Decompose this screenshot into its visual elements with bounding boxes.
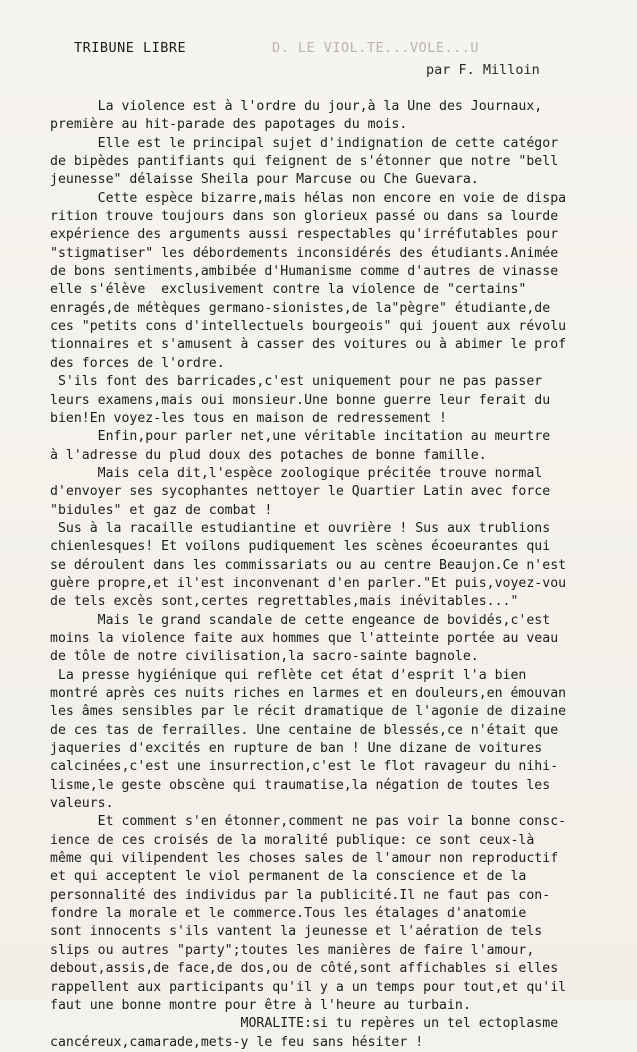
- text-line: rappellent aux participants qu'il y a un temps pour tout,et qu'il: [50, 979, 567, 995]
- text-line: de bons sentiments,ambibée d'Humanisme comme d'autres de vinasse: [50, 264, 559, 280]
- text-line: ience de ces croisés de la moralité publique: ce sont ceux-là: [50, 832, 535, 848]
- text-line: calcinées,c'est une insurrection,c'est le flot ravageur du nihi-: [50, 759, 559, 775]
- text-line: de tels excès sont,certes regrettables,mais inévitables...": [50, 594, 519, 610]
- text-line: enragés,de métèques germano-sionistes,de la"pègre" étudiante,de: [50, 300, 551, 316]
- text-line: expérience des arguments aussi respectables qu'irréfutables pour: [50, 227, 559, 243]
- text-line: valeurs.: [50, 796, 114, 812]
- text-line: cancéreux,camarade,mets-y le feu sans hésiter !: [50, 1034, 424, 1050]
- text-line: bien!En voyez-les tous en maison de redressement !: [50, 410, 447, 426]
- text-line: Et comment s'en étonner,comment ne pas voir la bonne consc-: [50, 814, 567, 830]
- text-line: S'ils font des barricades,c'est uniquement pour ne pas passer: [50, 374, 543, 390]
- text-line: et qui acceptent le viol permanent de la conscience et de la: [50, 869, 527, 885]
- text-line: faut une bonne montre pour être à l'heure au turbain.: [50, 997, 471, 1013]
- text-line: debout,assis,de face,de dos,ou de côté,sont affichables si elles: [50, 961, 559, 977]
- text-line: Sus à la racaille estudiantine et ouvrière ! Sus aux trublions: [50, 520, 551, 536]
- text-line: leurs examens,mais oui monsieur.Une bonne guerre leur ferait du: [50, 392, 551, 408]
- text-line: personnalité des individus par la publicité.Il ne faut pas con-: [50, 887, 551, 903]
- text-line: Enfin,pour parler net,une véritable incitation au meurtre: [50, 429, 551, 445]
- text-line: sont innocents s'ils vantent la jeunesse et l'aération de tels: [50, 924, 543, 940]
- text-line: guère propre,et il'est inconvenant d'en parler."Et puis,voyez-vou: [50, 575, 567, 591]
- text-line: elle s'élève exclusivement contre la violence de "certains": [50, 282, 527, 298]
- text-line: même qui vilipendent les choses sales de l'amour non reproductif: [50, 851, 559, 867]
- text-line: slips ou autres "party";toutes les manières de faire l'amour,: [50, 942, 535, 958]
- text-line: de bipèdes pantifiants qui feignent de s'étonner que notre "bell: [50, 154, 559, 170]
- text-line: Elle est le principal sujet d'indignation de cette catégor: [50, 135, 559, 151]
- text-line: "bidules" et gaz de combat !: [50, 502, 273, 518]
- text-line: jaqueries d'excités en rupture de ban ! Une dizane de voitures: [50, 741, 543, 757]
- text-line: ces "petits cons d'intellectuels bourgeois" qui jouent aux révolu: [50, 319, 567, 335]
- faded-title: D. LE VIOL.TE...VOLE...U: [272, 40, 480, 56]
- text-line: Mais le grand scandale de cette engeance de bovidés,c'est: [50, 612, 551, 628]
- text-line: chienlesques! Et voilons pudiquement les scènes écoeurantes qui: [50, 539, 551, 555]
- text-line: à l'adresse du plud doux des potaches de bonne famille.: [50, 447, 487, 463]
- text-line: d'envoyer ses sycophantes nettoyer le Quartier Latin avec force: [50, 484, 551, 500]
- text-line: de tôle de notre civilisation,la sacro-sainte bagnole.: [50, 649, 479, 665]
- text-line: première au hit-parade des papotages du mois.: [50, 117, 408, 133]
- text-line: MORALITE:si tu repères un tel ectoplasme: [50, 1016, 559, 1032]
- text-line: La violence est à l'ordre du jour,à la Une des Journaux,: [50, 99, 543, 114]
- section-heading: TRIBUNE LIBRE: [74, 40, 187, 56]
- text-line: montré après ces nuits riches en larmes et en douleurs,en émouvan: [50, 686, 567, 701]
- text-line: moins la violence faite aux hommes que l'atteinte portée au veau: [50, 630, 559, 646]
- text-line: de ces tas de ferrailles. Une centaine de blessés,ce n'était que: [50, 722, 559, 738]
- text-line: jeunesse" délaisse Sheila pour Marcuse ou Che Guevara.: [50, 172, 479, 188]
- text-line: tionnaires et s'amusent à casser des voitures ou à abimer le prof: [50, 337, 567, 353]
- text-line: lisme,le geste obscène qui traumatise,la négation de toutes les: [50, 777, 551, 793]
- author-byline: par F. Milloin: [426, 62, 540, 78]
- text-line: se déroulent dans les commissariats ou au centre Beaujon.Ce n'est: [50, 557, 567, 573]
- text-line: "stigmatiser" les débordements inconsidérés des étudiants.Animée: [50, 245, 559, 261]
- article-body: [50, 98, 637, 1052]
- text-line: La presse hygiénique qui reflète cet état d'esprit l'a bien: [50, 667, 527, 683]
- text-line: Cette espèce bizarre,mais hélas non encore en voie de dispa: [50, 190, 567, 206]
- text-line: rition trouve toujours dans son glorieux passé ou dans sa lourde: [50, 209, 559, 225]
- text-line: des forces de l'ordre.: [50, 355, 225, 371]
- text-line: fondre la morale et le commerce.Tous les étalages d'anatomie: [50, 906, 527, 922]
- text-line: les âmes sensibles par le récit dramatique de l'agonie de dizaine: [50, 704, 567, 720]
- text-line: Mais cela dit,l'espèce zoologique précitée trouve normal: [50, 465, 543, 481]
